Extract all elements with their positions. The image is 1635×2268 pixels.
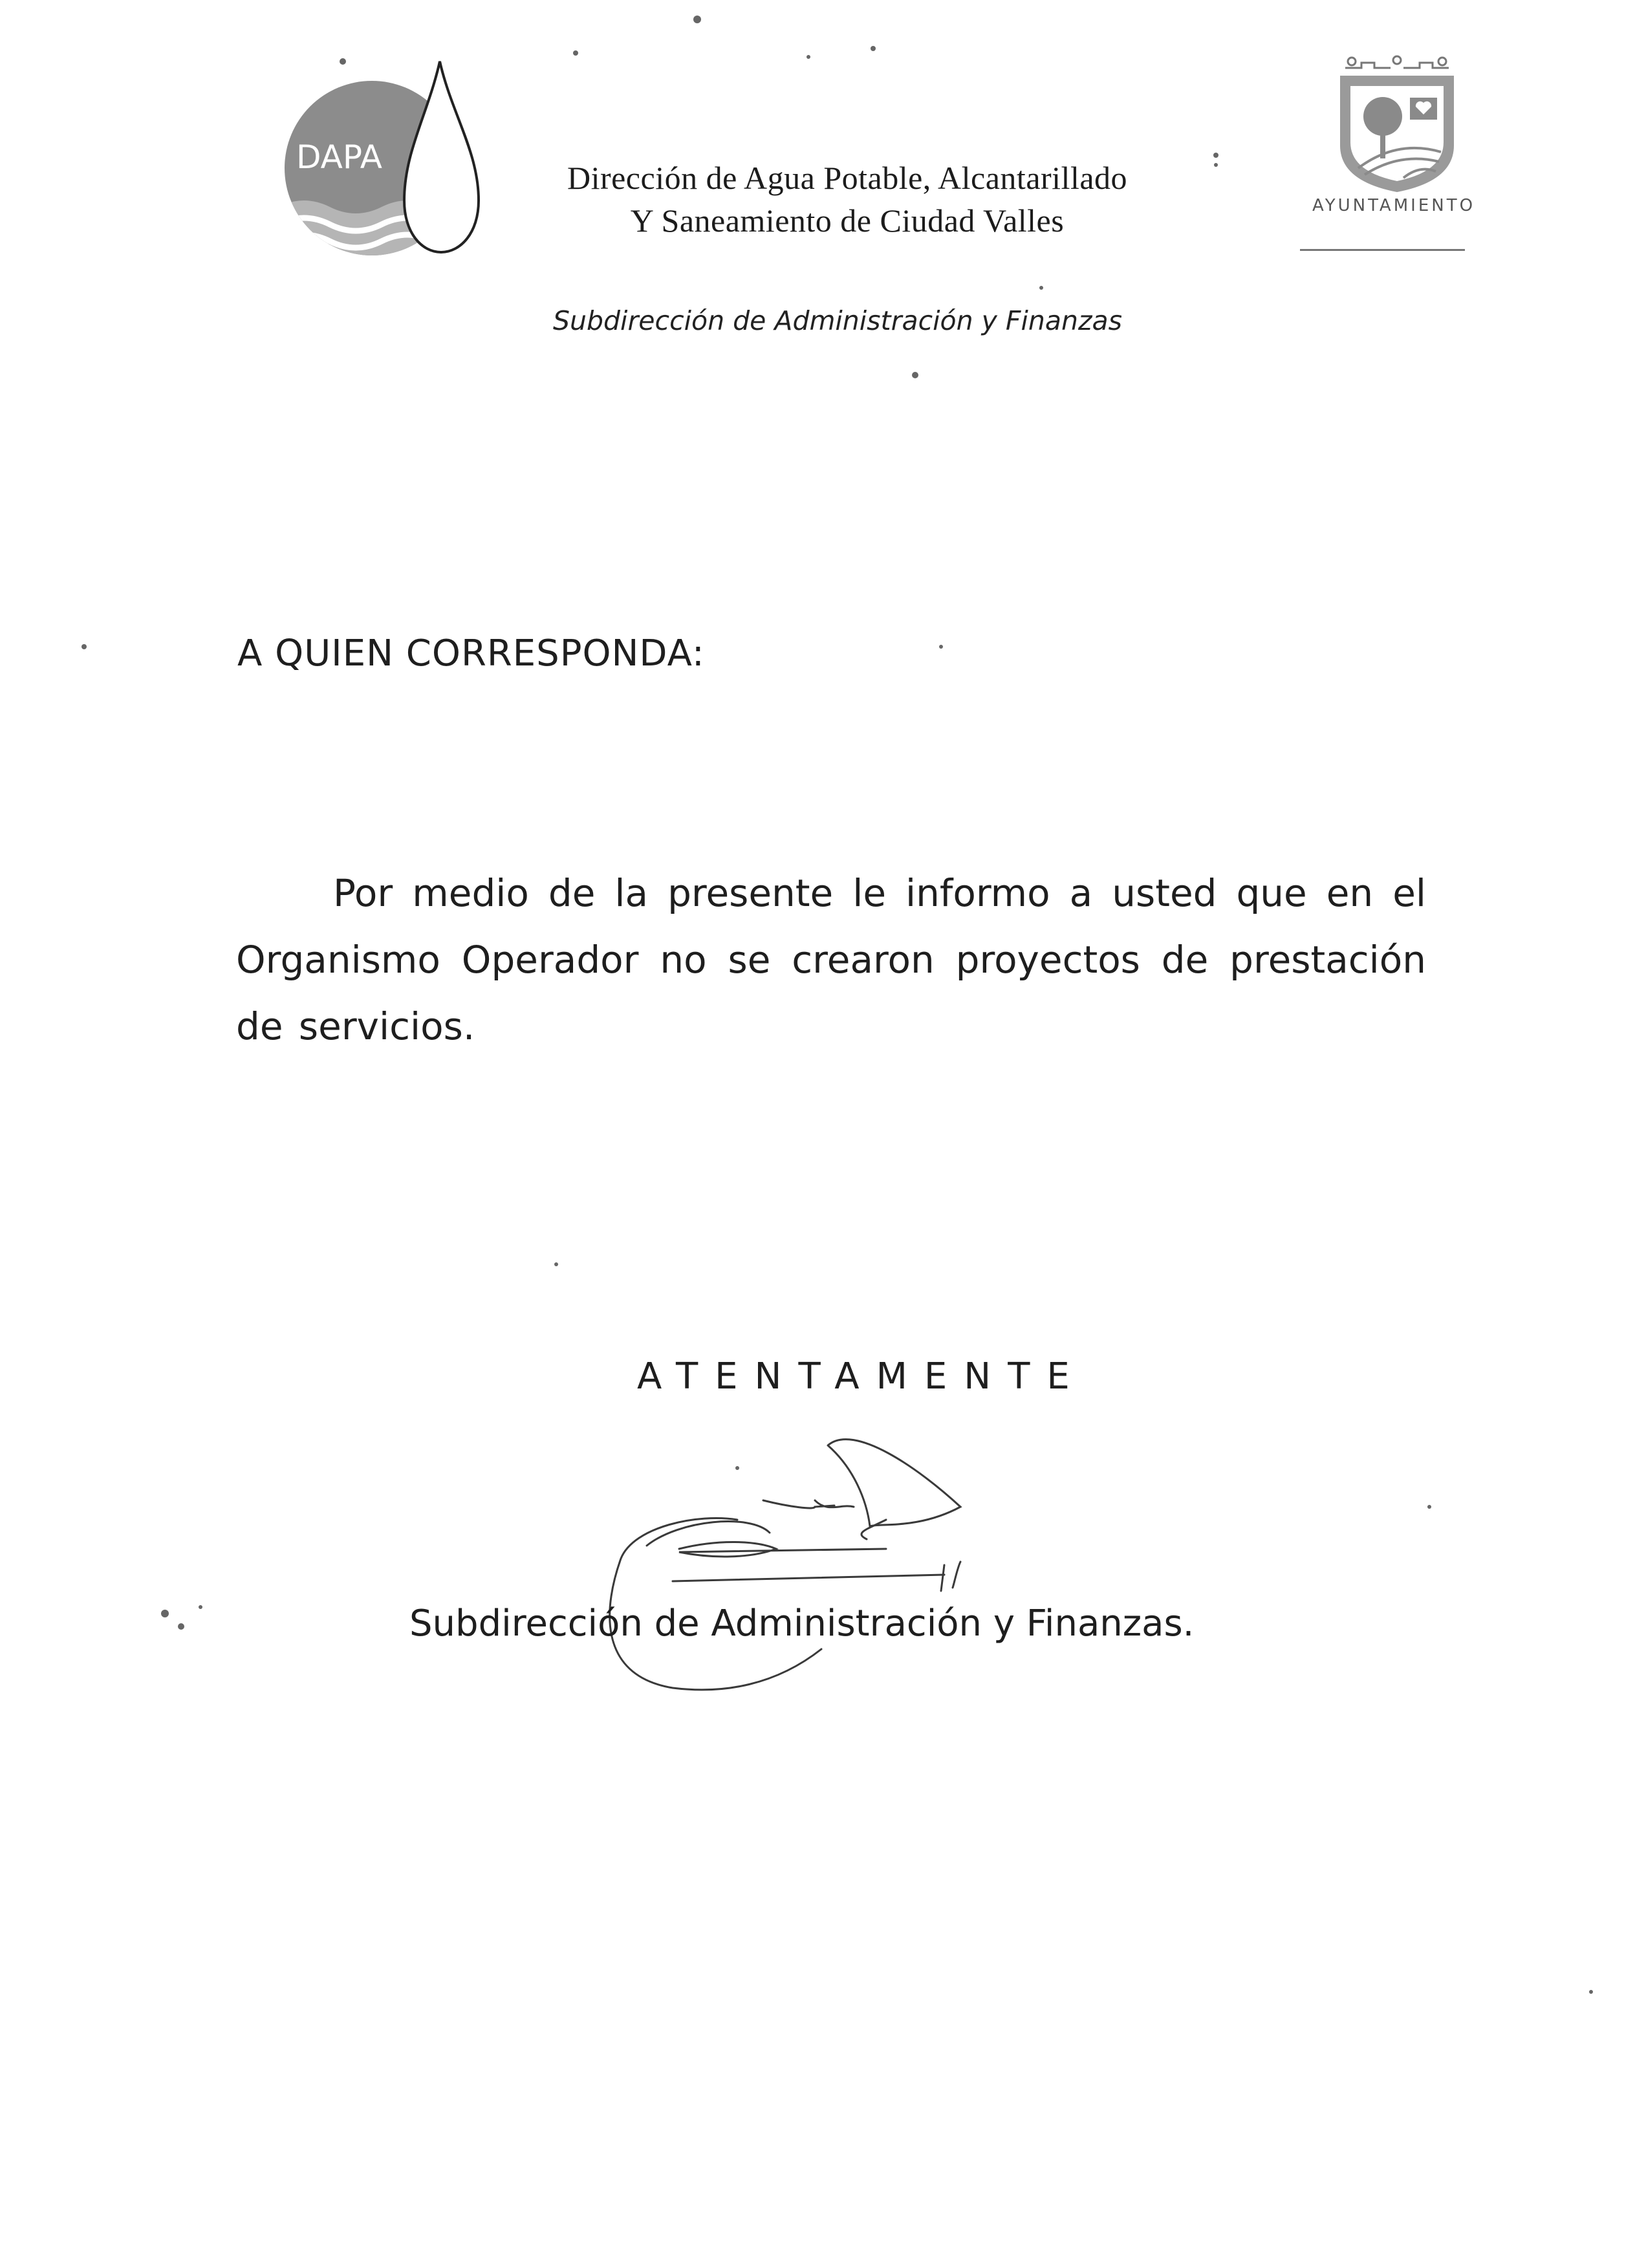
organization-name-line2: Y Saneamiento de Ciudad Valles (630, 202, 1065, 239)
organization-name-line1: Dirección de Agua Potable, Alcantarillado (567, 160, 1128, 196)
letter-body: Por medio de la presente le informo a usted que en el Organismo Operador no se crearon proyectos de prestación de servicios. (236, 871, 1426, 1048)
salutation: A QUIEN CORRESPONDA: (237, 632, 705, 675)
ayuntamiento-label: AYUNTAMIENTO (1312, 196, 1476, 215)
closing: ATENTAMENTE (637, 1355, 1087, 1398)
subdirection-header: Subdirección de Administración y Finanzas (553, 305, 1122, 336)
signature-line: Subdirección de Administración y Finanzas. (409, 1603, 1195, 1645)
dapa-logo-text: DAPA (296, 138, 382, 176)
